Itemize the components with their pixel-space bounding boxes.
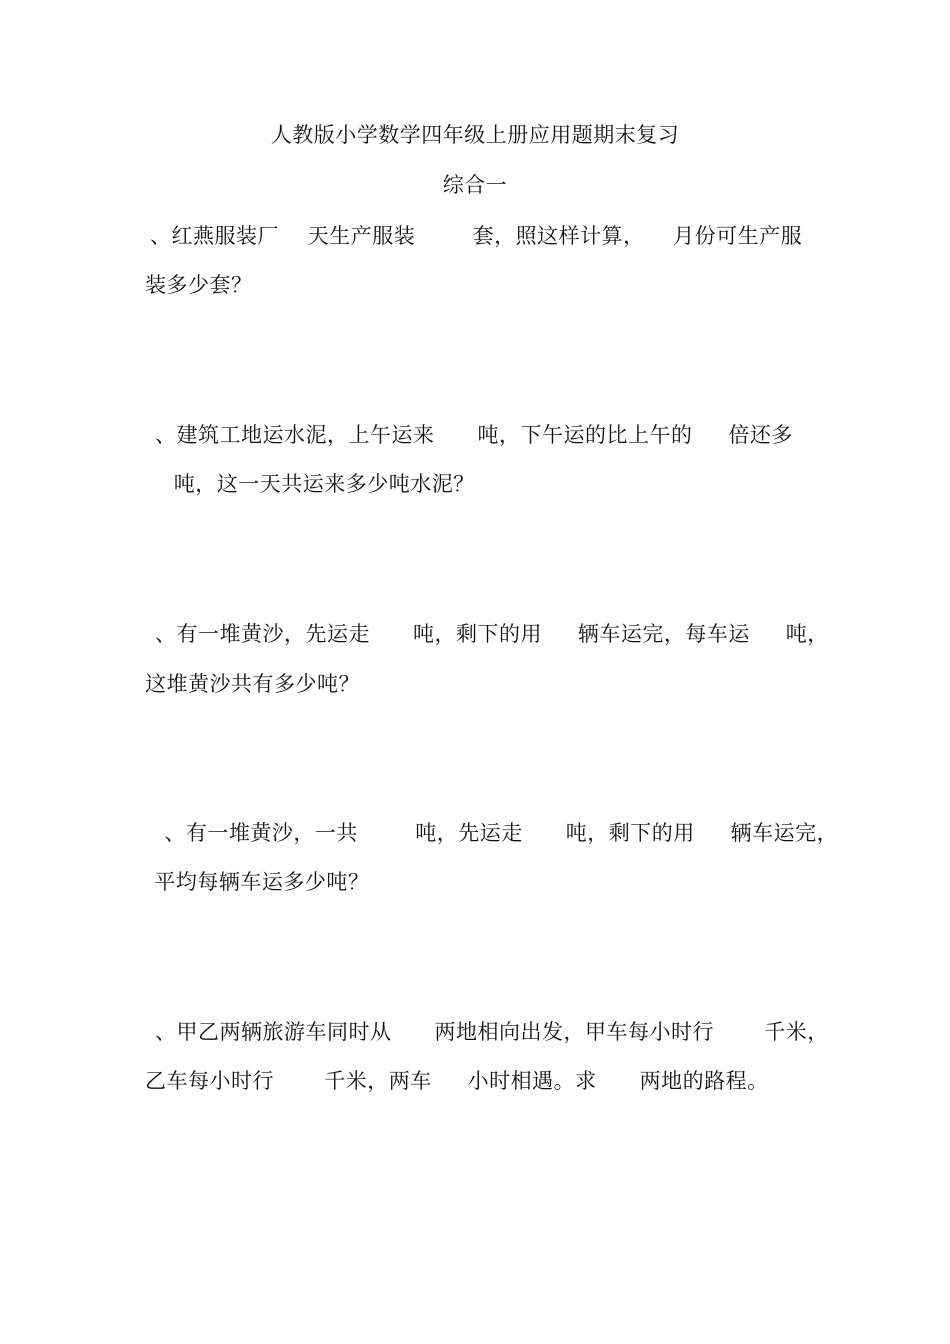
problem-4-line-2: 平均每辆车运多少吨？	[140, 870, 370, 894]
problem-2-line-1: 、建筑工地运水泥，上午运来 吨，下午运的比上午的 倍还多	[155, 423, 793, 447]
problem-3-line-1: 、有一堆黄沙，先运走 吨，剩下的用 辆车运完，每车运 吨，	[155, 622, 829, 646]
problem-1-line-2: 装多少套？	[145, 273, 253, 297]
document-subtitle: 综合一	[442, 173, 508, 197]
problem-4-line-1: 、有一堆黄沙，一共 吨，先运走 吨，剩下的用 辆车运完，	[150, 821, 839, 845]
problem-2-line-2: 吨，这一天共运来多少吨水泥？	[145, 472, 475, 496]
problem-5-line-1: 、甲乙两辆旅游车同时从 两地相向出发，甲车每小时行 千米，	[155, 1020, 829, 1044]
problem-5-line-2: 乙车每小时行 千米，两车 小时相遇。求 两地的路程。	[145, 1069, 769, 1093]
problem-3-line-2: 这堆黄沙共有多少吨？	[145, 672, 360, 696]
problem-1-line-1: 、红燕服装厂 天生产服装 套，照这样计算， 月份可生产服	[150, 224, 803, 248]
document-title: 人教版小学数学四年级上册应用题期末复习	[270, 123, 680, 147]
